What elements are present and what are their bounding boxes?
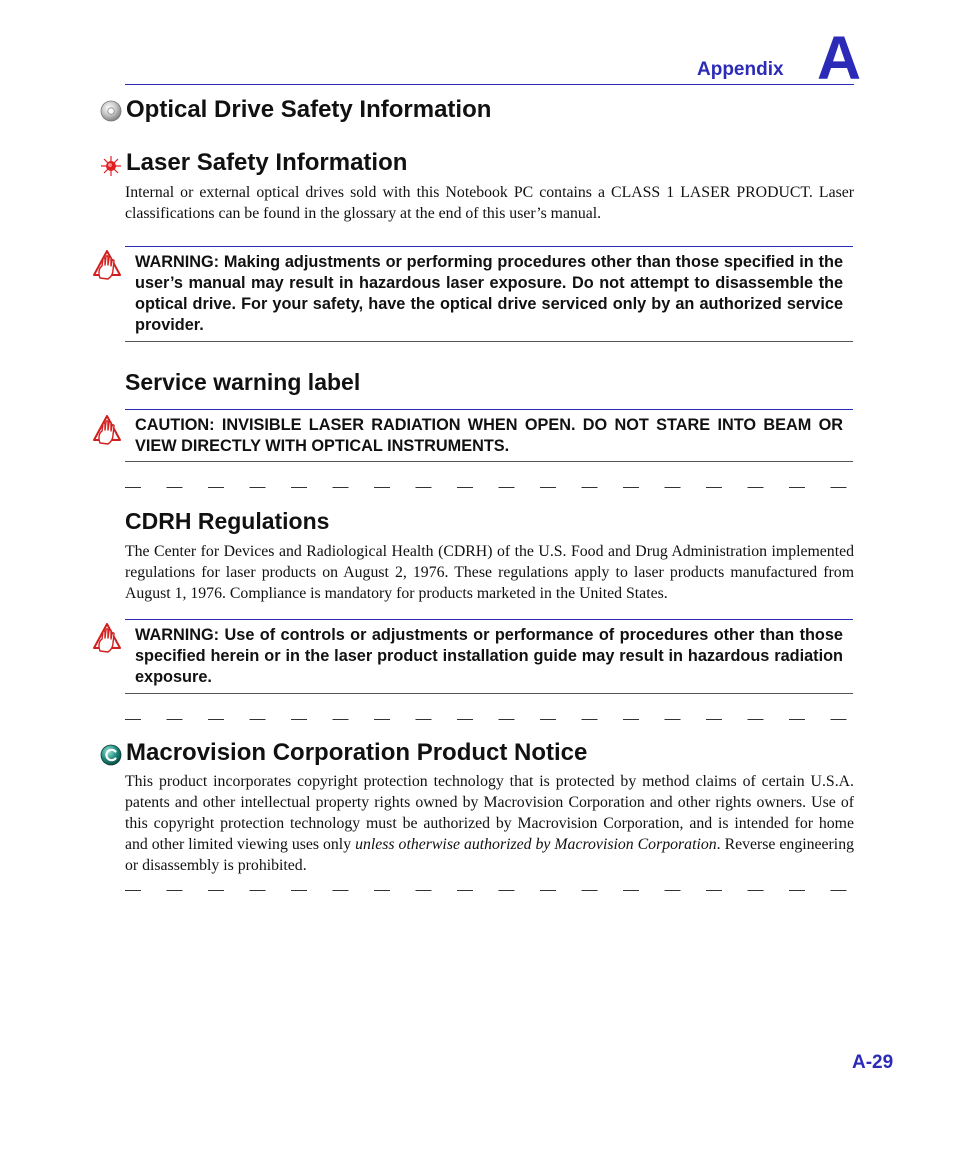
laser-warning-note: WARNING: Making adjustments or performing procedures other than those specified in the user’s manual may result in hazardous laser exposure. Do not attempt to disassemble the optical drive. For your safety, have the optical drive serviced only by an authorized service provider.: [125, 246, 853, 342]
service-caution-note: CAUTION: INVISIBLE LASER RADIATION WHEN OPEN. DO NOT STARE INTO BEAM OR VIEW DIRECTLY WITH OPTICAL INSTRUMENTS.: [125, 409, 853, 462]
cdrh-body: The Center for Devices and Radiological Health (CDRH) of the U.S. Food and Drug Administration implemented regulations for laser products on August 2, 1976. These regulations apply to laser products manufactured from August 1, 1976. Compliance is mandatory for products marketed in the United States.: [125, 543, 854, 602]
macrovision-body: [125, 771, 854, 876]
laser-safety-body: Internal or external optical drives sold with this Notebook PC contains a CLASS 1 LASER PRODUCT. Laser classifications can be found in the glossary at the end of this user’s manual.: [125, 184, 854, 222]
cdrh-warning-note: WARNING: Use of controls or adjustments or performance of procedures other than those specified herein or in the laser product installation guide may result in hazardous radiation exposure.: [125, 619, 853, 694]
service-warning-title: Service warning label: [125, 369, 361, 395]
warning-hand-icon: [92, 414, 122, 446]
laser-safety-title: Laser Safety Information: [126, 149, 408, 176]
macrovision-body-italic: unless otherwise authorized by Macrovision Corporation: [355, 836, 717, 853]
section-letter: A: [817, 24, 862, 92]
header-rule: [125, 84, 854, 85]
cdrh-title: CDRH Regulations: [125, 508, 330, 534]
dashed-divider: [125, 719, 854, 720]
disc-icon: [100, 100, 122, 122]
warning-hand-icon: [92, 622, 122, 654]
section-label: Appendix: [697, 59, 784, 80]
warning-hand-icon: [92, 249, 122, 281]
laser-burst-icon: [100, 155, 122, 177]
macrovision-body-end: . Reverse engineering or disassembly is prohibited.: [125, 836, 854, 874]
page-number: A-29: [852, 1052, 894, 1073]
macrovision-logo-icon: [100, 744, 122, 766]
optical-drive-title: Optical Drive Safety Information: [126, 96, 492, 123]
macrovision-body-start: This product incorporates copyright protection technology that is protected by method claims of certain U.S.A. patents and other intellectual property rights owned by Macrovision Corporation and other rights owners. Use of this copyright protection technology must be authorized by Macrovision Corporation, and is intended for home and other limited viewing uses only: [125, 773, 854, 853]
dashed-divider: [125, 487, 854, 488]
macrovision-title: Macrovision Corporation Product Notice: [126, 739, 588, 766]
dashed-divider: [125, 890, 854, 891]
